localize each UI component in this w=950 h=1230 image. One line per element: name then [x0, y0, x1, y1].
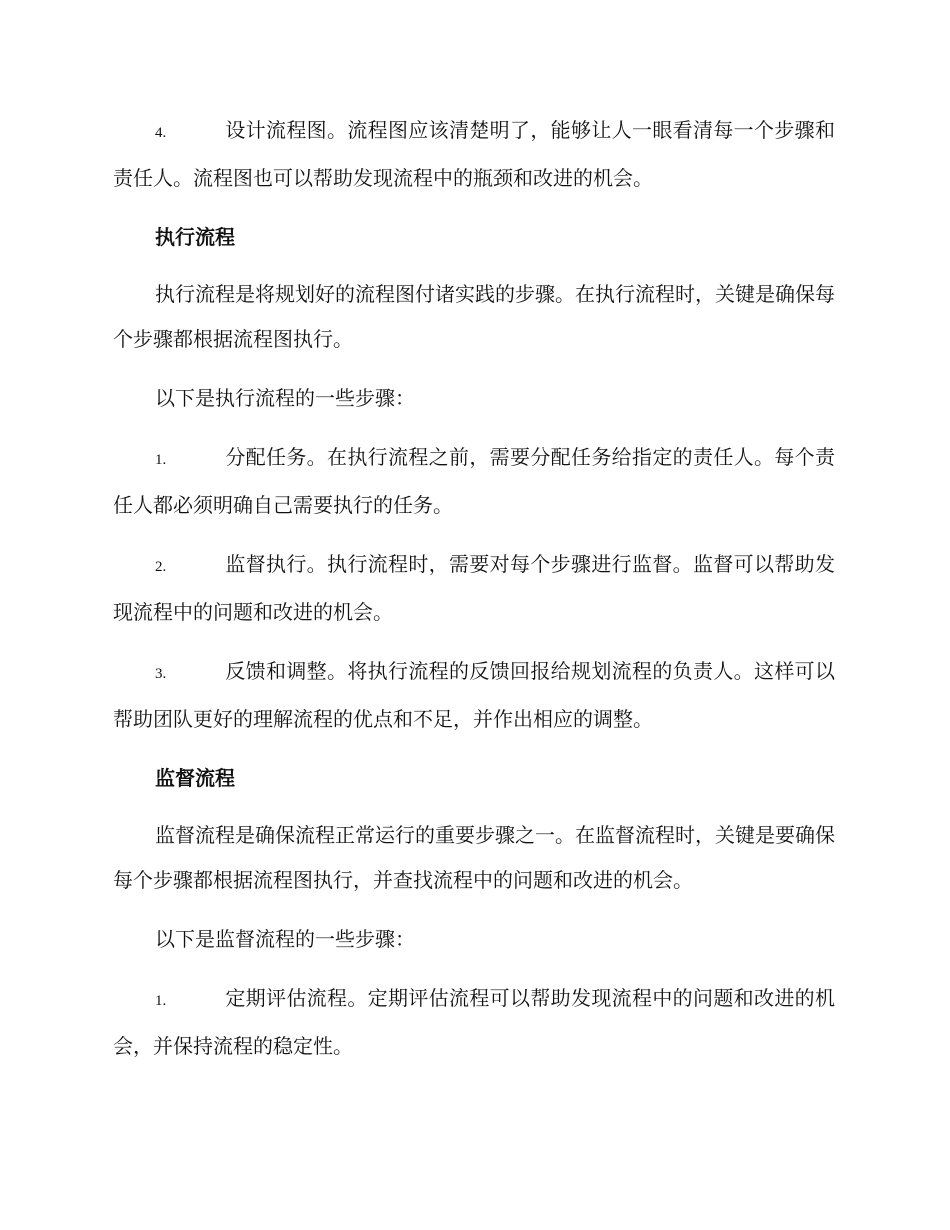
list-item-text: 设计流程图。流程图应该清楚明了，能够让人一眼看清每一个步骤和责任人。流程图也可以帮助发现流程中的瓶颈和改进的机会。 — [113, 118, 835, 190]
paragraph-monitor-steps: 以下是监督流程的一些步骤： — [155, 927, 415, 951]
section-heading-execute: 执行流程 — [155, 225, 235, 249]
paragraph-monitor-intro: 监督流程是确保流程正常运行的重要步骤之一。在监督流程时，关键是要确保每个步骤都根据流程图执行，并查找流程中的问题和改进的机会。 — [113, 823, 835, 892]
document-page — [113, 108, 835, 1083]
list-item-text: 分配任务。在执行流程之前，需要分配任务给指定的责任人。每个责任人都必须明确自己需要执行的任务。 — [113, 445, 835, 517]
list-item-design-flowchart — [113, 108, 835, 201]
paragraph-execute-intro: 执行流程是将规划好的流程图付诸实践的步骤。在执行流程时，关键是确保每个步骤都根据流程图执行。 — [113, 282, 835, 351]
paragraph-execute-steps: 以下是执行流程的一些步骤： — [155, 386, 415, 410]
list-item-text: 定期评估流程。定期评估流程可以帮助发现流程中的问题和改进的机会，并保持流程的稳定性。 — [113, 986, 835, 1058]
list-number: 3. — [155, 666, 167, 682]
list-item-text: 监督执行。执行流程时，需要对每个步骤进行监督。监督可以帮助发现流程中的问题和改进的机会。 — [113, 552, 835, 624]
list-number: 2. — [155, 559, 167, 575]
list-number: 4. — [155, 125, 167, 141]
section-heading-monitor: 监督流程 — [155, 766, 235, 790]
list-item-assign-tasks — [113, 435, 835, 528]
list-number: 1. — [155, 993, 167, 1009]
list-number: 1. — [155, 452, 167, 468]
list-item-periodic-evaluation — [113, 976, 835, 1069]
list-item-text: 反馈和调整。将执行流程的反馈回报给规划流程的负责人。这样可以帮助团队更好的理解流程的优点和不足，并作出相应的调整。 — [113, 659, 835, 731]
list-item-feedback-adjust — [113, 649, 835, 742]
list-item-supervise-execution — [113, 542, 835, 635]
